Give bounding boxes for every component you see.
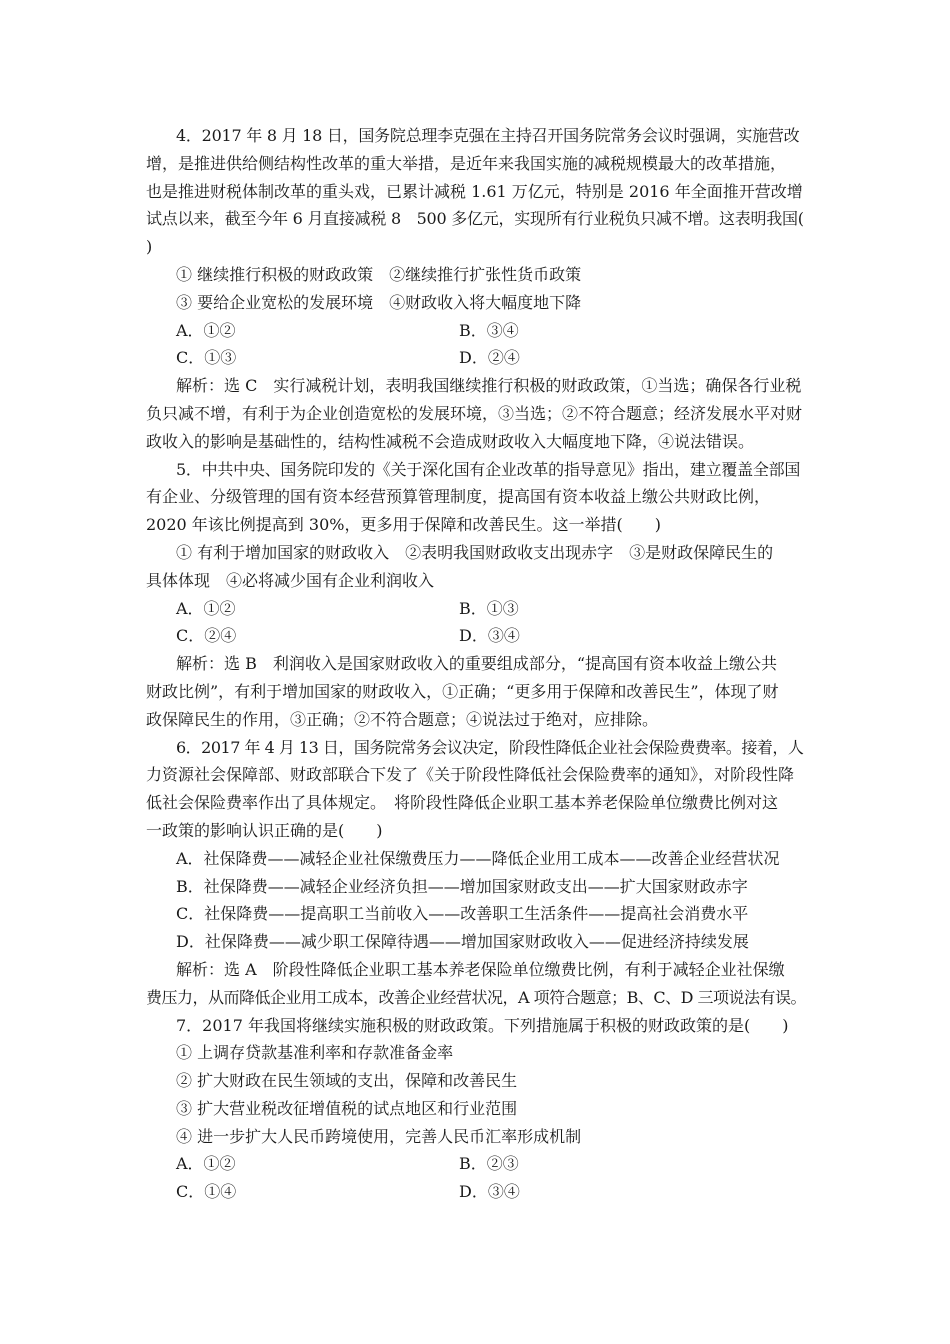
option-b: B．②③ — [459, 1154, 519, 1174]
option-d: D．③④ — [459, 626, 520, 646]
question-stem-line: 有企业、分级管理的国有资本经营预算管理制度，提高国有资本收益上缴公共财政比例， — [146, 487, 771, 507]
option-c: C．①④ — [176, 1182, 237, 1202]
statement-item: ③ 要给企业宽松的发展环境 ④财政收入将大幅度地下降 — [176, 292, 582, 312]
question-stem-line: ) — [146, 237, 153, 257]
option-b: B．③④ — [459, 320, 519, 340]
question-stem-line: 低社会保险费率作出了具体规定。 将阶段性降低企业职工基本养老保险单位缴费比例对这 — [146, 793, 779, 813]
question-stem-line: 7．2017 年我国将继续实施积极的财政政策。下列措施属于积极的财政政策的是( ) — [176, 1015, 789, 1035]
question-5 — [146, 456, 808, 734]
statement-item: ① 上调存贷款基准利率和存款准备金率 — [176, 1043, 454, 1063]
analysis-line: 负只减不增，有利于为企业创造宽松的发展环境，③当选；②不符合题意；经济发展水平对财 — [146, 403, 803, 423]
question-4 — [146, 122, 808, 456]
choice-a: A．社保降费——减轻企业社保缴费压力——降低企业用工成本——改善企业经营状况 — [176, 848, 780, 868]
question-stem-line: 一政策的影响认识正确的是( ) — [146, 820, 383, 840]
statement-item: ④ 进一步扩大人民币跨境使用，完善人民币汇率形成机制 — [176, 1126, 582, 1146]
statement-item: ③ 扩大营业税改征增值税的试点地区和行业范围 — [176, 1098, 518, 1118]
question-stem-line: 6．2017 年 4 月 13 日，国务院常务会议决定，阶段性降低企业社会保险费费率。接着，人 — [176, 737, 804, 757]
option-row — [146, 622, 808, 650]
question-stem-line: 试点以来，截至今年 6 月直接减税 8 500 多亿元，实现所有行业税负只减不增。这表明我国( — [146, 209, 804, 229]
analysis-line: 政收入的影响是基础性的，结构性减税不会造成财政收入大幅度地下降，④说法错误。 — [146, 431, 755, 451]
question-7 — [146, 1012, 808, 1207]
question-stem-line: 也是推进财税体制改革的重头戏，已累计减税 1.61 万亿元，特别是 2016 年全面推开营改增 — [146, 181, 803, 201]
analysis-line: 解析：选 A 阶段性降低企业职工基本养老保险单位缴费比例，有利于减轻企业社保缴 — [176, 959, 785, 979]
analysis-line: 解析：选 C 实行减税计划，表明我国继续推行积极的财政政策，①当选；确保各行业税 — [176, 376, 802, 396]
option-row — [146, 1150, 808, 1178]
question-stem-line: 力资源社会保障部、财政部联合下发了《关于阶段性降低社会保险费率的通知》，对阶段性降 — [146, 765, 795, 785]
option-d: D．②④ — [459, 348, 520, 368]
question-content — [146, 122, 808, 1206]
statement-item: ① 继续推行积极的财政政策 ②继续推行扩张性货币政策 — [176, 264, 582, 284]
statement-item: ② 扩大财政在民生领域的支出，保障和改善民生 — [176, 1071, 518, 1091]
question-stem-line: 5．中共中央、国务院印发的《关于深化国有企业改革的指导意见》指出，建立覆盖全部国 — [176, 459, 801, 479]
option-a: A．①② — [176, 1154, 236, 1174]
choice-c: C．社保降费——提高职工当前收入——改善职工生活条件——提高社会消费水平 — [176, 904, 749, 924]
analysis-line: 政保障民生的作用，③正确；②不符合题意；④说法过于绝对，应排除。 — [146, 709, 659, 729]
analysis-line: 财政比例”，有利于增加国家的财政收入，①正确；“更多用于保障和改善民生”，体现了财 — [146, 681, 779, 701]
statement-item: 具体体现 ④必将减少国有企业利润收入 — [146, 570, 435, 590]
option-row — [146, 317, 808, 345]
question-stem-line: 4．2017 年 8 月 18 日，国务院总理李克强在主持召开国务院常务会议时强调，实施营改 — [176, 126, 800, 145]
option-b: B．①③ — [459, 598, 519, 618]
option-row — [146, 595, 808, 623]
question-stem-line: 增，是推进供给侧结构性改革的重大举措，是近年来我国实施的减税规模最大的改革措施， — [146, 153, 787, 173]
option-c: C．②④ — [176, 626, 237, 646]
question-6 — [146, 734, 808, 1012]
statement-item: ① 有利于增加国家的财政收入 ②表明我国财政收支出现赤字 ③是财政保障民生的 — [176, 542, 774, 562]
option-a: A．①② — [176, 598, 236, 618]
analysis-line: 费压力，从而降低企业用工成本，改善企业经营状况，A 项符合题意；B、C、D 三项说法有误。 — [146, 987, 807, 1007]
choice-d: D．社保降费——减少职工保障待遇——增加国家财政收入——促进经济持续发展 — [176, 932, 749, 952]
option-d: D．③④ — [459, 1182, 520, 1202]
option-c: C．①③ — [176, 348, 237, 368]
analysis-line: 解析：选 B 利润收入是国家财政收入的重要组成部分，“提高国有资本收益上缴公共 — [176, 654, 778, 674]
question-stem-line: 2020 年该比例提高到 30%，更多用于保障和改善民生。这一举措( ) — [146, 515, 661, 535]
choice-b: B．社保降费——减轻企业经济负担——增加国家财政支出——扩大国家财政赤字 — [176, 876, 748, 896]
option-a: A．①② — [176, 320, 236, 340]
option-row — [146, 344, 808, 372]
option-row — [146, 1178, 808, 1206]
